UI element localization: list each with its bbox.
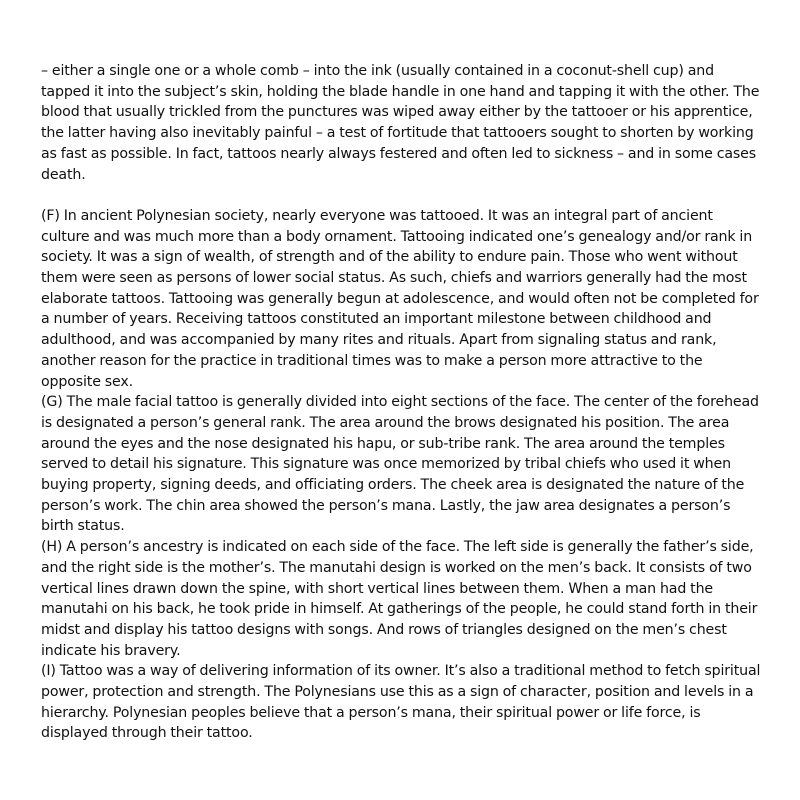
paragraph-gap (41, 185, 765, 206)
paragraph-continuation: – either a single one or a whole comb – into the ink (usually contained in a coconut-shell cup) and tapped it into the subject’s skin, holding the blade handle in one hand and tapping it with the other. The blood that usually trickled from the punctures was wiped away either by the tattooer or his apprentice, the latter having also inevitably painful – a test of fortitude that tattooers sought to shorten by working as fast as possible. In fact, tattoos nearly always festered and often led to sickness – and in some cases death. (41, 63, 760, 183)
paragraph-i: (I) Tattoo was a way of delivering information of its owner. It’s also a traditional method to fetch spiritual power, protection and strength. The Polynesians use this as a sign of character, position and levels in a hierarchy. Polynesian peoples believe that a person’s mana, their spiritual power or life force, is displayed through their tattoo. (41, 663, 761, 742)
document-page (41, 61, 765, 744)
paragraph-f: (F) In ancient Polynesian society, nearly everyone was tattooed. It was an integral part of ancient culture and was much more than a body ornament. Tattooing indicated one’s genealogy and/or rank in society. It was a sign of wealth, of strength and of the ability to endure pain. Those who went without them were seen as persons of lower social status. As such, chiefs and warriors generally had the most elaborate tattoos. Tattooing was generally begun at adolescence, and would often not be completed for a number of years. Receiving tattoos constituted an important milestone between childhood and adulthood, and was accompanied by many rites and rituals. Apart from signaling status and rank, another reason for the practice in traditional times was to make a person more attractive to the opposite sex. (41, 207, 759, 390)
paragraph-h: (H) A person’s ancestry is indicated on each side of the face. The left side is generally the father’s side, and the right side is the mother’s. The manutahi design is worked on the men’s back. It consists of two vertical lines drawn down the spine, with short vertical lines between them. When a man had the manutahi on his back, he took pride in himself. At gatherings of the people, he could stand forth in their midst and display his tattoo designs with songs. And rows of triangles designed on the men’s chest indicate his bravery. (41, 539, 758, 659)
paragraph-g: (G) The male facial tattoo is generally divided into eight sections of the face. The center of the forehead is designated a person’s general rank. The area around the brows designated his position. The area around the eyes and the nose designated his hapu, or sub-tribe rank. The area around the temples served to detail his signature. This signature was once memorized by tribal chiefs who used it when buying property, signing deeds, and officiating orders. The cheek area is designated the nature of the person’s work. The chin area showed the person’s mana. Lastly, the jaw area designates a person’s birth status. (41, 394, 759, 535)
